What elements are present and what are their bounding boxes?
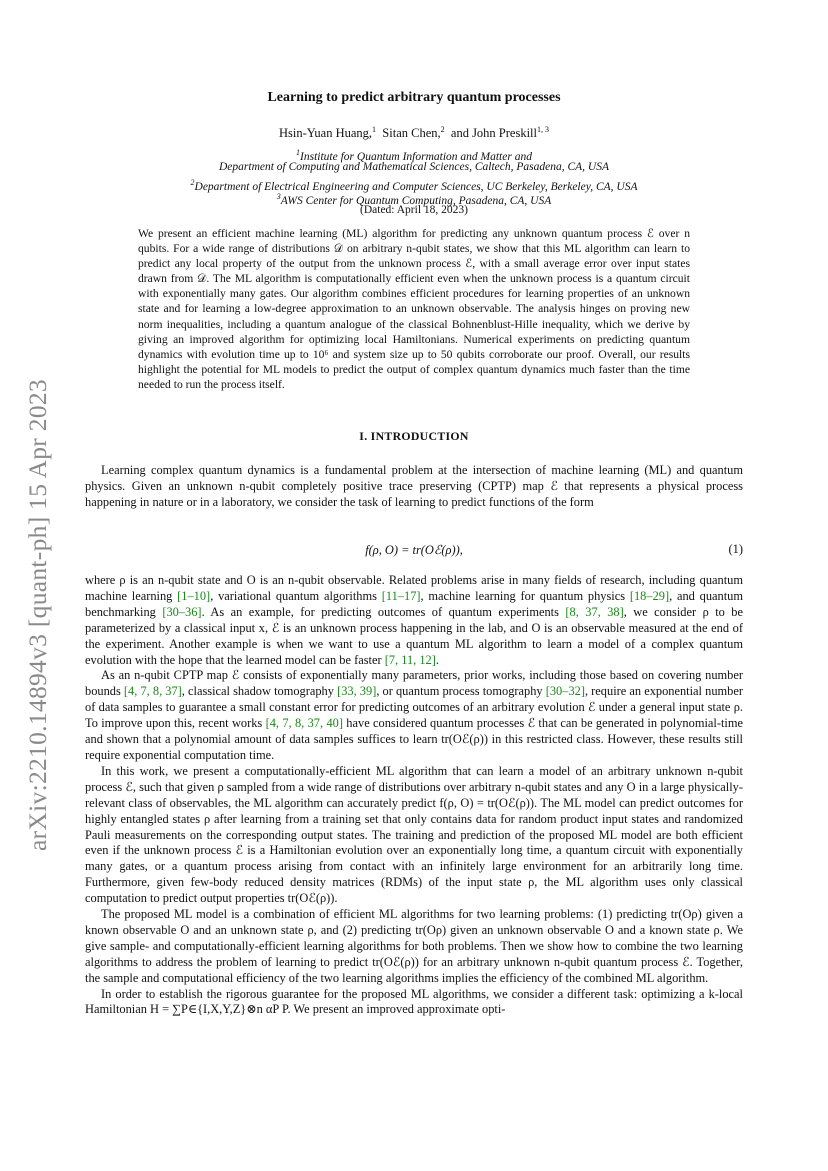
body-text: , and quantum benchmarking [85,588,744,619]
citation-link[interactable]: [7, 11, 12] [384,652,436,667]
citation-link[interactable]: [4, 7, 8, 37] [123,684,182,699]
body-paragraph: The proposed ML model is a combination of efficient ML algorithms for two learning problems: (1) predicting tr(Oρ) given a known observable O and an unknown state ρ, and (2) predicting tr(Oρ) given an unknown observable O and a known state ρ. We give sample- and computationally-efficient learning algorithms for both problems. Then we show how to combine the two learning algorithms to address the problem of learning to predict tr(Oℰ(ρ)) for an arbitrary unknown n-qubit quantum process ℰ. Together, the sample and computational efficiency of the two learning algorithms implies the efficiency of the combined ML algorithm. [85,907,743,985]
citation-link[interactable]: [30–32] [545,684,585,699]
body-text: , we consider ρ to be parameterized by a classical input x, ℰ is an unknown process happening in the lab, and O is an observable measured at the end of the experiment. Another example is when we want to use a quantum ML algorithm to learn a model of a complex quantum evolution with the hope that the learned model can be faster [85,604,743,667]
affiliation: $^2$Department of Electrical Engineering and Computer Sciences, UC Berkeley, Berkeley, CA, USA [190,178,638,193]
body-text: where ρ is an n-qubit state and O is an n-qubit observable. Related problems arise in many fields of research, including quantum machine learning [85,573,743,603]
body-text: As an n-qubit CPTP map ℰ consists of exponentially many parameters, prior works, including those based on covering number bounds [85,668,743,699]
body-text: , require an exponential number of data samples to guarantee a small constant error for predicting outcomes of an arbitrary evolution ℰ under a general input state ρ. To improve upon this, recent works [85,684,743,731]
arxiv-id-label: arXiv:2210.14894v3 [quant-ph] 15 Apr 2023 [23,379,52,851]
citation-link[interactable]: [18–29] [629,588,670,603]
body-paragraph: Learning complex quantum dynamics is a fundamental problem at the intersection of machine learning (ML) and quantum physics. Given an unknown n-qubit completely positive trace preserving (CPTP) map ℰ that represents a physical process happening in nature or in a laboratory, we consider the task of learning to predict functions of the form [85,463,743,509]
paper-title: Learning to predict arbitrary quantum processes [267,90,561,105]
body-paragraph: In order to establish the rigorous guarantee for the proposed ML algorithms, we consider a different task: optimizing a k-local Hamiltonian H = ∑P∈{I,X,Y,Z}⊗n αP P. We present an improved approximate opti- [85,986,743,1017]
affiliation: $^3$AWS Center for Quantum Computing, Pasadena, CA, USA [276,192,552,207]
body-paragraph [85,573,743,668]
body-text: , classical shadow tomography [181,684,338,699]
equation-1 [85,542,743,560]
author: Sitan Chen,$^2$ [382,125,445,141]
affiliation: Department of Computing and Mathematical Sciences, Caltech, Pasadena, CA, USA [219,161,609,173]
abstract: We present an efficient machine learning (ML) algorithm for predicting any unknown quantum process ℰ over n qubits. For a wide range of distributions 𝒟 on arbitrary n-qubit states, we show that this ML algorithm can learn to predict any local property of the output from the unknown process ℰ, with a small average error over input states drawn from 𝒟. The ML algorithm is computationally efficient even when the unknown process is a quantum circuit with exponentially many gates. Our algorithm combines efficient procedures for learning properties of an unknown state and for learning a low-degree approximation to an unknown observable. The analysis hinges on proving new norm inequalities, including a quantum analogue of the classical Bohnenblust-Hille inequality, which we derive by giving an improved algorithm for optimizing local Hamiltonians. Numerical experiments on predicting quantum dynamics with evolution time up to 10⁶ and system size up to 50 qubits corroborate our proof. Overall, our results highlight the potential for ML models to predict the output of complex quantum dynamics much faster than the time needed to run the process itself. [138,227,690,391]
author: and John Preskill$^{1, 3}$ [450,125,549,141]
body-text: . As an example, for predicting outcomes of quantum experiments [201,604,566,619]
equation-formula: f(ρ, O) = tr(Oℰ(ρ)), [365,543,463,557]
body-paragraph: In this work, we present a computationally-efficient ML algorithm that can learn a model of an arbitrary unknown n-qubit process ℰ, such that given ρ sampled from a wide range of distributions over arbitrary n-qubit states and any O in a large physically-relevant class of observables, the ML algorithm can accurately predict f(ρ, O) = tr(Oℰ(ρ)). The ML model can predict outcomes for highly entangled states ρ after learning from a training set that only contains data for random product input states and randomized Pauli measurements on the corresponding output states. The training and prediction of the proposed ML model are both efficient even if the unknown process ℰ is a Hamiltonian evolution over an exponentially long time, a quantum circuit with exponentially many gates, or a quantum process arising from contact with an infinitely large environment for an arbitrarily long time. Furthermore, given few-body reduced density matrices (RDMs) of the input state ρ, the ML algorithm uses only classical computation to predict output properties tr(Oℰ(ρ)). [85,763,743,906]
section-heading: I. INTRODUCTION [359,429,469,443]
citation-link[interactable]: [1–10] [177,588,211,603]
citation-link[interactable]: [30–36] [162,604,202,619]
body-paragraph [85,668,743,763]
citation-link[interactable]: [4, 7, 8, 37, 40] [265,716,343,731]
affiliation: $^1$Institute for Quantum Information and Matter and [296,148,532,163]
body-text: , machine learning for quantum physics [420,588,630,603]
author: Hsin-Yuan Huang,$^1$ [279,125,377,141]
body-text: , variational quantum algorithms [210,588,382,603]
body-text: . [435,652,439,667]
date-line: (Dated: April 18, 2023) [360,204,468,216]
citation-link[interactable]: [11–17] [381,588,421,603]
body-text: have considered quantum processes ℰ that can be generated in polynomial-time and shown that a polynomial amount of data samples suffices to learn tr(Oℰ(ρ)) in this restricted class. However, these results still require exponential computation time. [85,716,743,762]
body-text: , or quantum process tomography [376,684,546,699]
author-list [85,125,743,141]
citation-link[interactable]: [8, 37, 38] [565,604,624,619]
body-section [85,573,743,1018]
citation-link[interactable]: [33, 39] [337,684,377,699]
equation-number: (1) [728,542,743,556]
